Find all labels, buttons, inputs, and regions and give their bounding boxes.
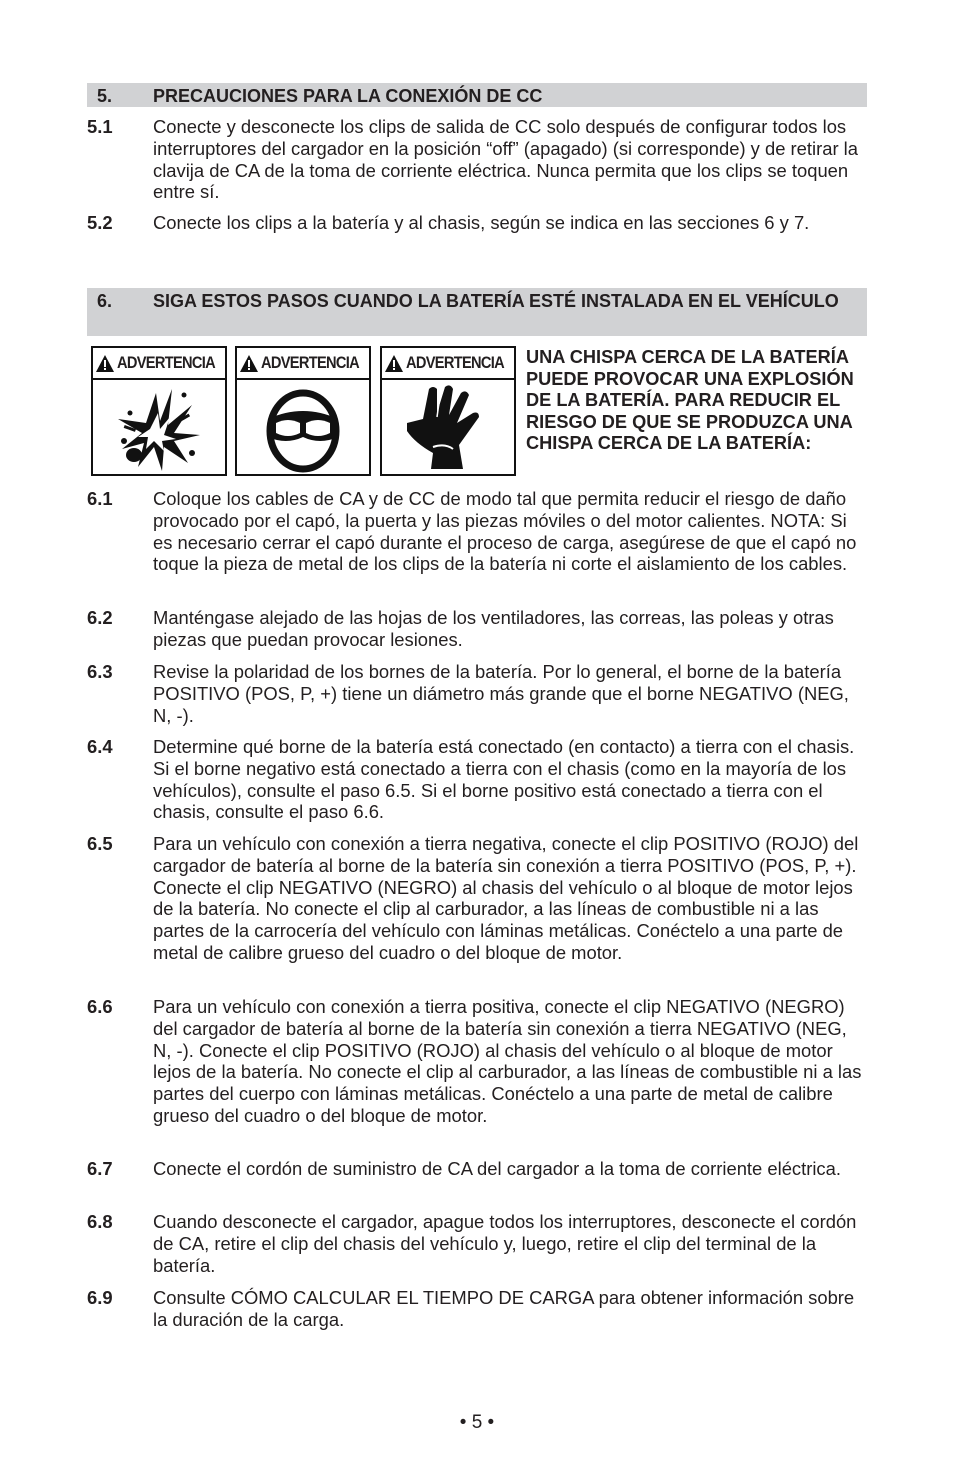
section-number: 5. xyxy=(97,86,113,106)
section-title: PRECAUCIONES PARA LA CONEXIÓN DE CC xyxy=(153,86,543,106)
list-item xyxy=(87,116,867,203)
list-item xyxy=(87,212,867,234)
item-text: Coloque los cables de CA y de CC de modo tal que permita reducir el riesgo de daño provocado por el capó, la puerta y las piezas móviles o del motor calientes. NOTA: Si es necesario cerrar el capó durante el proceso de carga, asegúrese de que el capó no toque la pieza de metal de los clips de la batería ni corte el aislamiento de los cables. xyxy=(153,488,857,575)
item-text: Conecte el cordón de suministro de CA del cargador a la toma de corriente eléctrica. xyxy=(153,1158,841,1179)
warning-triangle-icon xyxy=(95,354,115,373)
item-number: 6.4 xyxy=(87,736,113,757)
list-item xyxy=(87,607,867,651)
item-text: Revise la polaridad de los bornes de la batería. Por lo general, el borne de la batería POSITIVO (POS, P, +) tiene un diámetro más grande que el borne NEGATIVO (NEG, N, -). xyxy=(153,661,849,726)
item-number: 6.8 xyxy=(87,1211,113,1232)
list-item xyxy=(87,1211,867,1276)
section-number: 6. xyxy=(97,291,113,311)
warning-triangle-icon xyxy=(239,354,259,373)
list-item xyxy=(87,661,867,726)
item-number: 6.1 xyxy=(87,488,113,509)
warning-box-glove xyxy=(380,346,516,476)
page-number: • 5 • xyxy=(459,1412,495,1433)
warning-label: ADVERTENCIA xyxy=(261,353,360,372)
item-number: 6.2 xyxy=(87,607,113,628)
warning-band xyxy=(382,348,514,380)
item-text: Para un vehículo con conexión a tierra positiva, conecte el clip NEGATIVO (NEGRO) del cargador de batería al borne de la batería sin conexión a tierra NEGATIVO (NEG, N, -). Conecte el clip POSITIVO (ROJO) al chasis del vehículo o al bloque de motor lejos de la batería. No conecte el clip al carburador, a las líneas de combustible ni a las partes del cuerpo con láminas metálicas. Conéctelo a una parte de metal de calibre grueso del cuadro o del bloque de motor. xyxy=(153,996,862,1126)
list-item xyxy=(87,488,867,575)
item-text: Conecte los clips a la batería y al chasis, según se indica en las secciones 6 y 7. xyxy=(153,212,810,233)
warning-statement: UNA CHISPA CERCA DE LA BATERÍA PUEDE PROVOCAR UNA EXPLOSIÓN DE LA BATERÍA. PARA REDUCIR EL RIESGO DE QUE SE PRODUZCA UNA CHISPA CERCA DE LA BATERÍA: xyxy=(526,347,854,454)
section-title: SIGA ESTOS PASOS CUANDO LA BATERÍA ESTÉ INSTALADA EN EL VEHÍCULO xyxy=(153,291,839,311)
warning-box-explosion xyxy=(91,346,227,476)
warning-label: ADVERTENCIA xyxy=(406,353,505,372)
item-number: 5.2 xyxy=(87,212,113,233)
section-6-header xyxy=(87,288,867,336)
item-number: 5.1 xyxy=(87,116,113,137)
list-item xyxy=(87,736,867,823)
section-5-header xyxy=(87,83,867,107)
warning-triangle-icon xyxy=(384,354,404,373)
item-text: Conecte y desconecte los clips de salida de CC solo después de configurar todos los interruptores del cargador en la posición “off” (apagado) (si corresponde) y de retirar la clavija de CA de la toma de corriente eléctrica. Nunca permita que los clips se toquen entre sí. xyxy=(153,116,858,203)
list-item xyxy=(87,1158,867,1180)
item-text: Cuando desconecte el cargador, apague todos los interruptores, desconecte el cordón de CA, retire el clip del chasis del vehículo y, luego, retire el clip del terminal de la batería. xyxy=(153,1211,857,1276)
list-item xyxy=(87,1287,867,1331)
explosion-icon xyxy=(93,382,225,474)
item-number: 6.5 xyxy=(87,833,113,854)
item-text: Para un vehículo con conexión a tierra negativa, conecte el clip POSITIVO (ROJO) del cargador de batería al borne de la batería sin conexión a tierra POSITIVO (POS, P, +). Conecte el clip NEGATIVO (NEGRO) al chasis del vehículo o al bloque de motor lejos de la batería. No conecte el clip al carburador, a las líneas de combustible ni a las partes de la carrocería del vehículo con láminas metálicas. Conéctelo a una parte de metal de calibre grueso del cuadro o del bloque de motor. xyxy=(153,833,859,963)
safety-goggles-icon xyxy=(237,382,369,474)
warning-box-goggles xyxy=(235,346,371,476)
list-item xyxy=(87,996,867,1127)
rubber-glove-icon xyxy=(382,382,514,474)
list-item xyxy=(87,833,867,964)
item-number: 6.9 xyxy=(87,1287,113,1308)
item-text: Determine qué borne de la batería está conectado (en contacto) a tierra con el chasis. Si el borne negativo está conectado a tierra con el chasis (como en la mayoría de los vehículos), consulte el paso 6.5. Si el borne positivo está conectado a tierra con el chasis, consulte el paso 6.6. xyxy=(153,736,855,823)
item-text: Manténgase alejado de las hojas de los ventiladores, las correas, las poleas y otras piezas que puedan provocar lesiones. xyxy=(153,607,834,650)
item-number: 6.6 xyxy=(87,996,113,1017)
item-number: 6.7 xyxy=(87,1158,113,1179)
item-number: 6.3 xyxy=(87,661,113,682)
warning-label: ADVERTENCIA xyxy=(117,353,216,372)
item-text: Consulte CÓMO CALCULAR EL TIEMPO DE CARGA para obtener información sobre la duración de la carga. xyxy=(153,1287,855,1330)
warning-band xyxy=(237,348,369,380)
warning-band xyxy=(93,348,225,380)
